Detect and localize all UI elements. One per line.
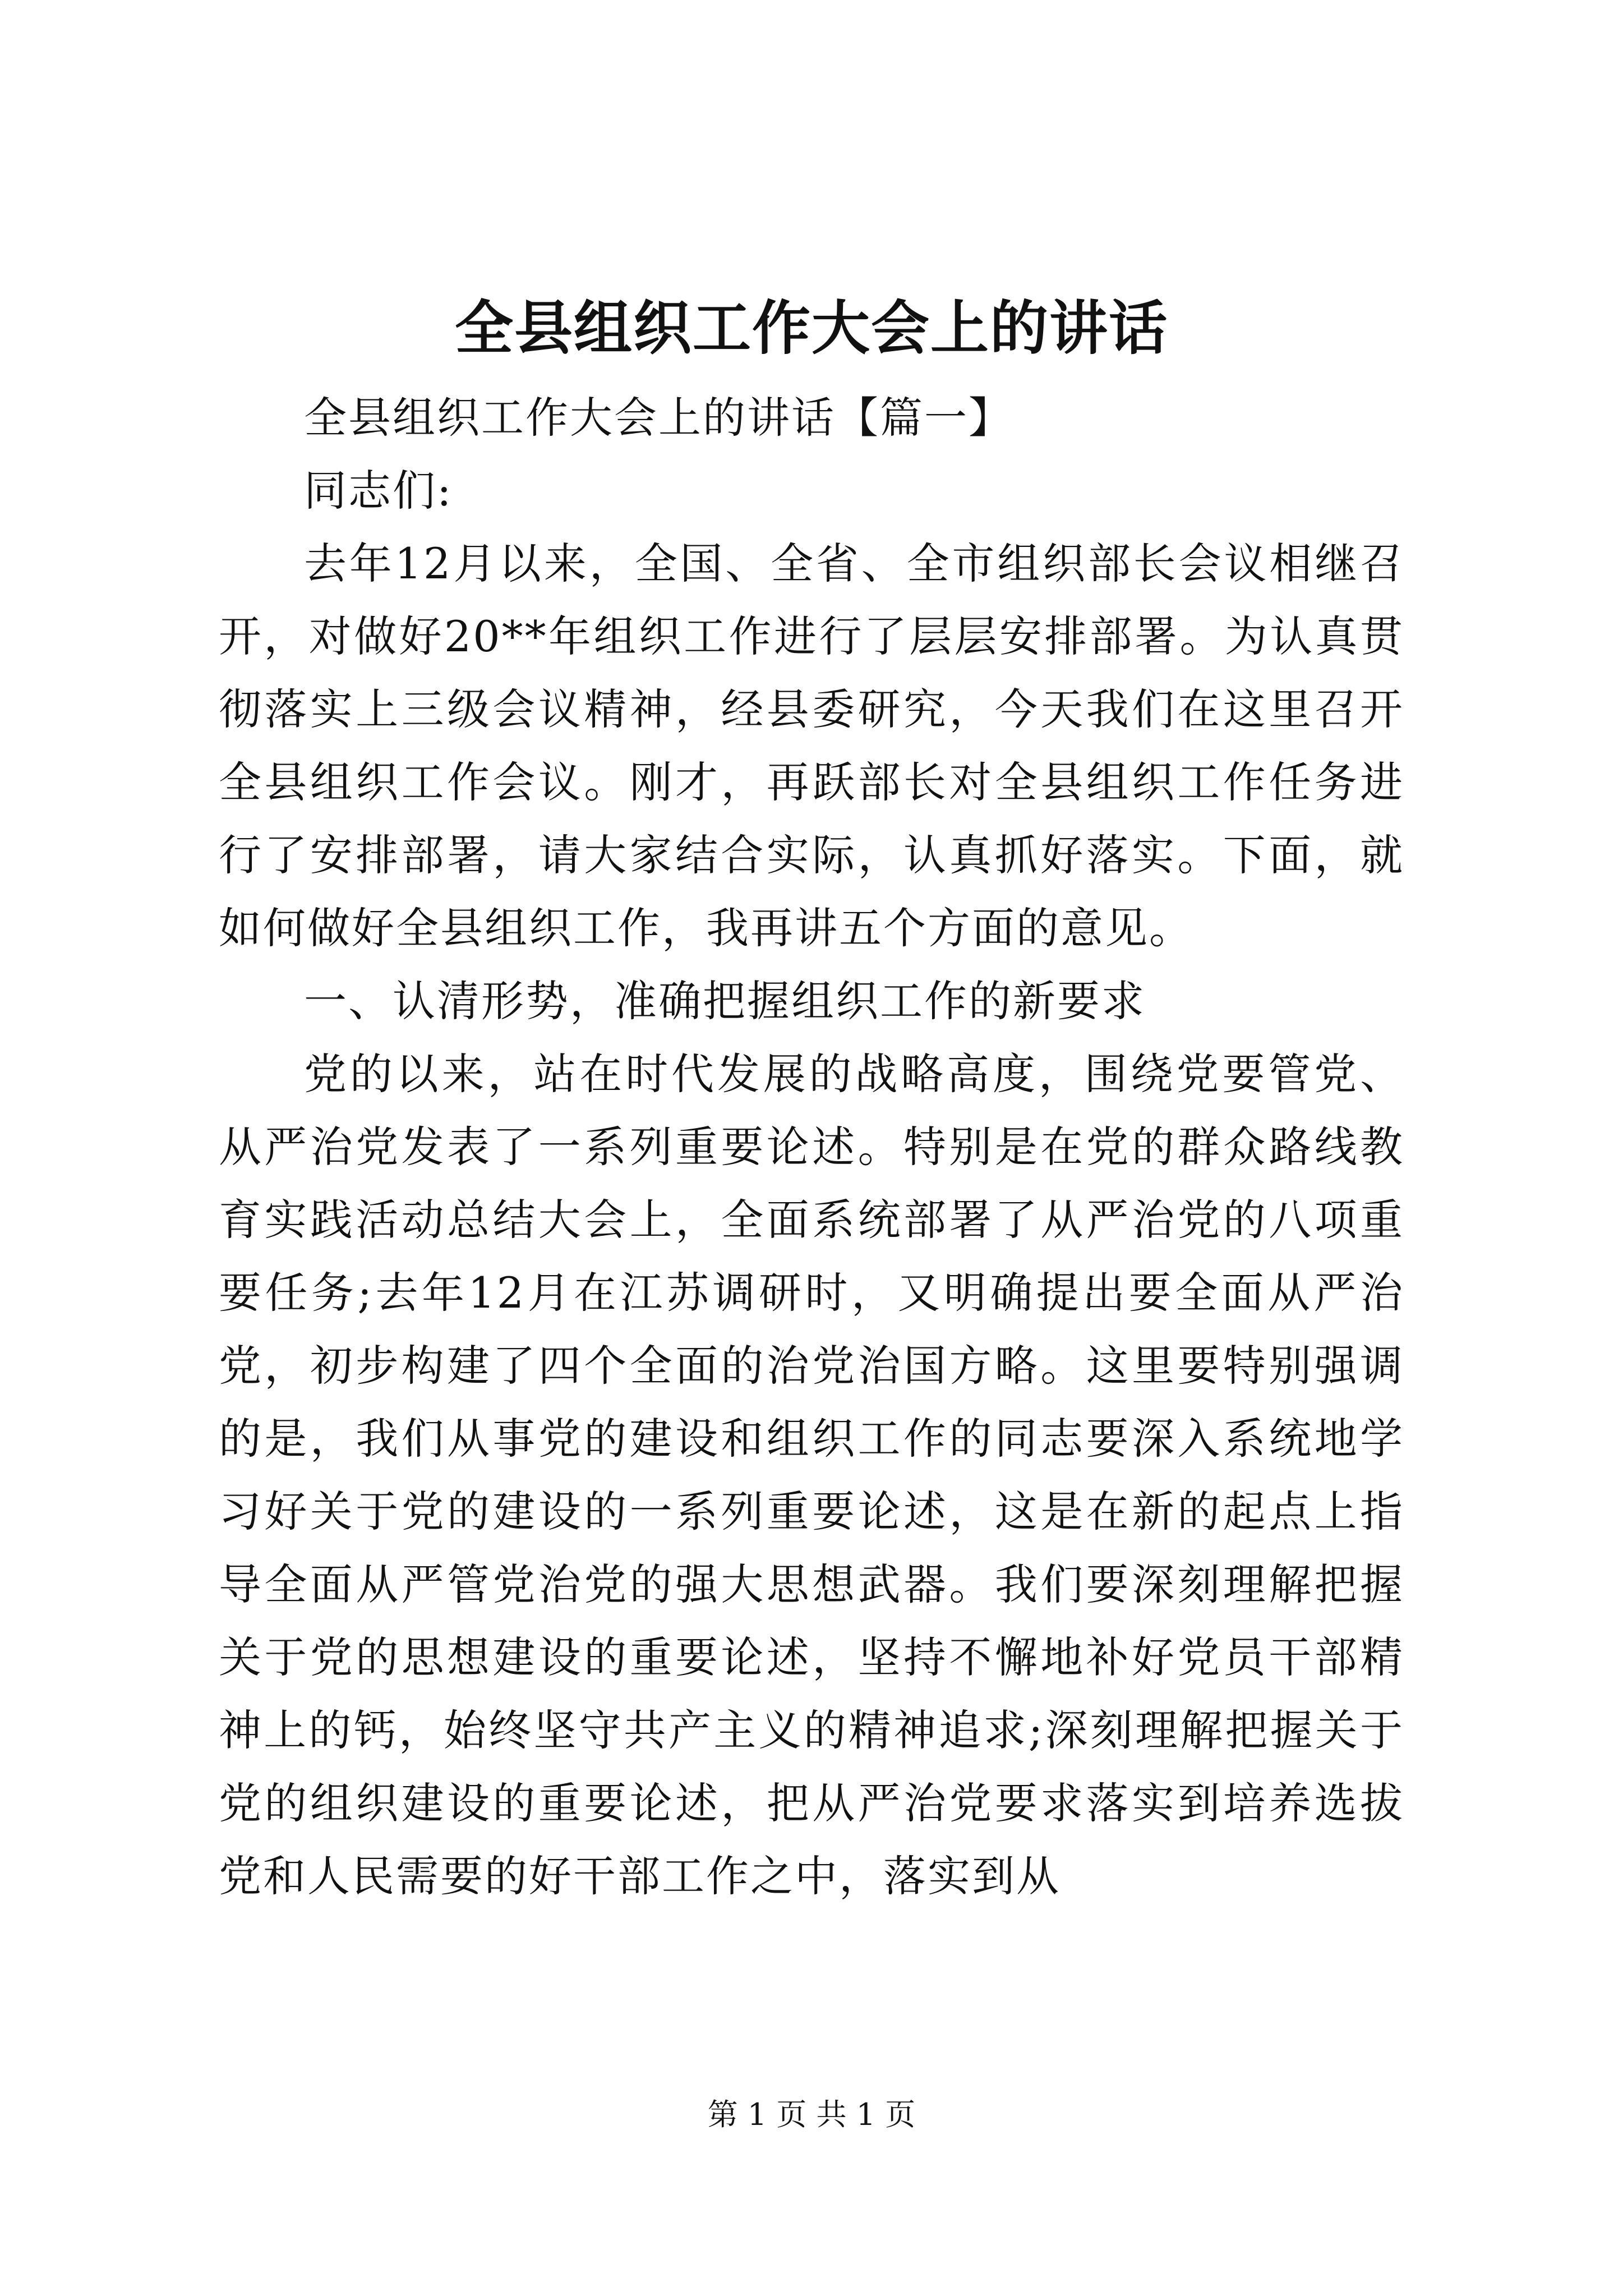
paragraph-subtitle: 全县组织工作大会上的讲话【篇一】 xyxy=(304,393,1013,443)
page-footer: 第 1 页 共 1 页 xyxy=(707,2097,916,2132)
paragraph-section-1: 党的以来，站在时代发展的战略高度，围绕党要管党、从严治党发表了一系列重要论述。特别是在党的群众路线教育实践活动总结大会上，全面系统部署了从严治党的八项重要任务;去年12月在江苏调研时，又明确提出要全面从严治党，初步构建了四个全面的治党治国方略。这里要特别强调的是，我们从事党的建设和组织工作的同志要深入系统地学习好关于党的建设的一系列重要论述，这是在新的起点上指导全面从严管党治党的强大思想武器。我们要深刻理解把握关于党的思想建设的重要论述，坚持不懈地补好党员干部精神上的钙，始终坚守共产主义的精神追求;深刻理解把握关于党的组织建设的重要论述，把从严治党要求落实到培养选拔党和人民需要的好干部工作之中，落实到从 xyxy=(219,1049,1404,1901)
section-heading-1: 一、认清形势，准确把握组织工作的新要求 xyxy=(304,976,1146,1026)
paragraph-salutation: 同志们: xyxy=(304,466,453,516)
document-body xyxy=(219,381,1404,1913)
paragraph-intro: 去年12月以来，全国、全省、全市组织部长会议相继召开，对做好20**年组织工作进行了层层安排部署。为认真贯彻落实上三级会议精神，经县委研究，今天我们在这里召开全县组织工作会议。刚才，再跃部长对全县组织工作任务进行了安排部署，请大家结合实际，认真抓好落实。下面，就如何做好全县组织工作，我再讲五个方面的意见。 xyxy=(219,539,1404,953)
document-title: 全县组织工作大会上的讲话 xyxy=(454,293,1168,362)
